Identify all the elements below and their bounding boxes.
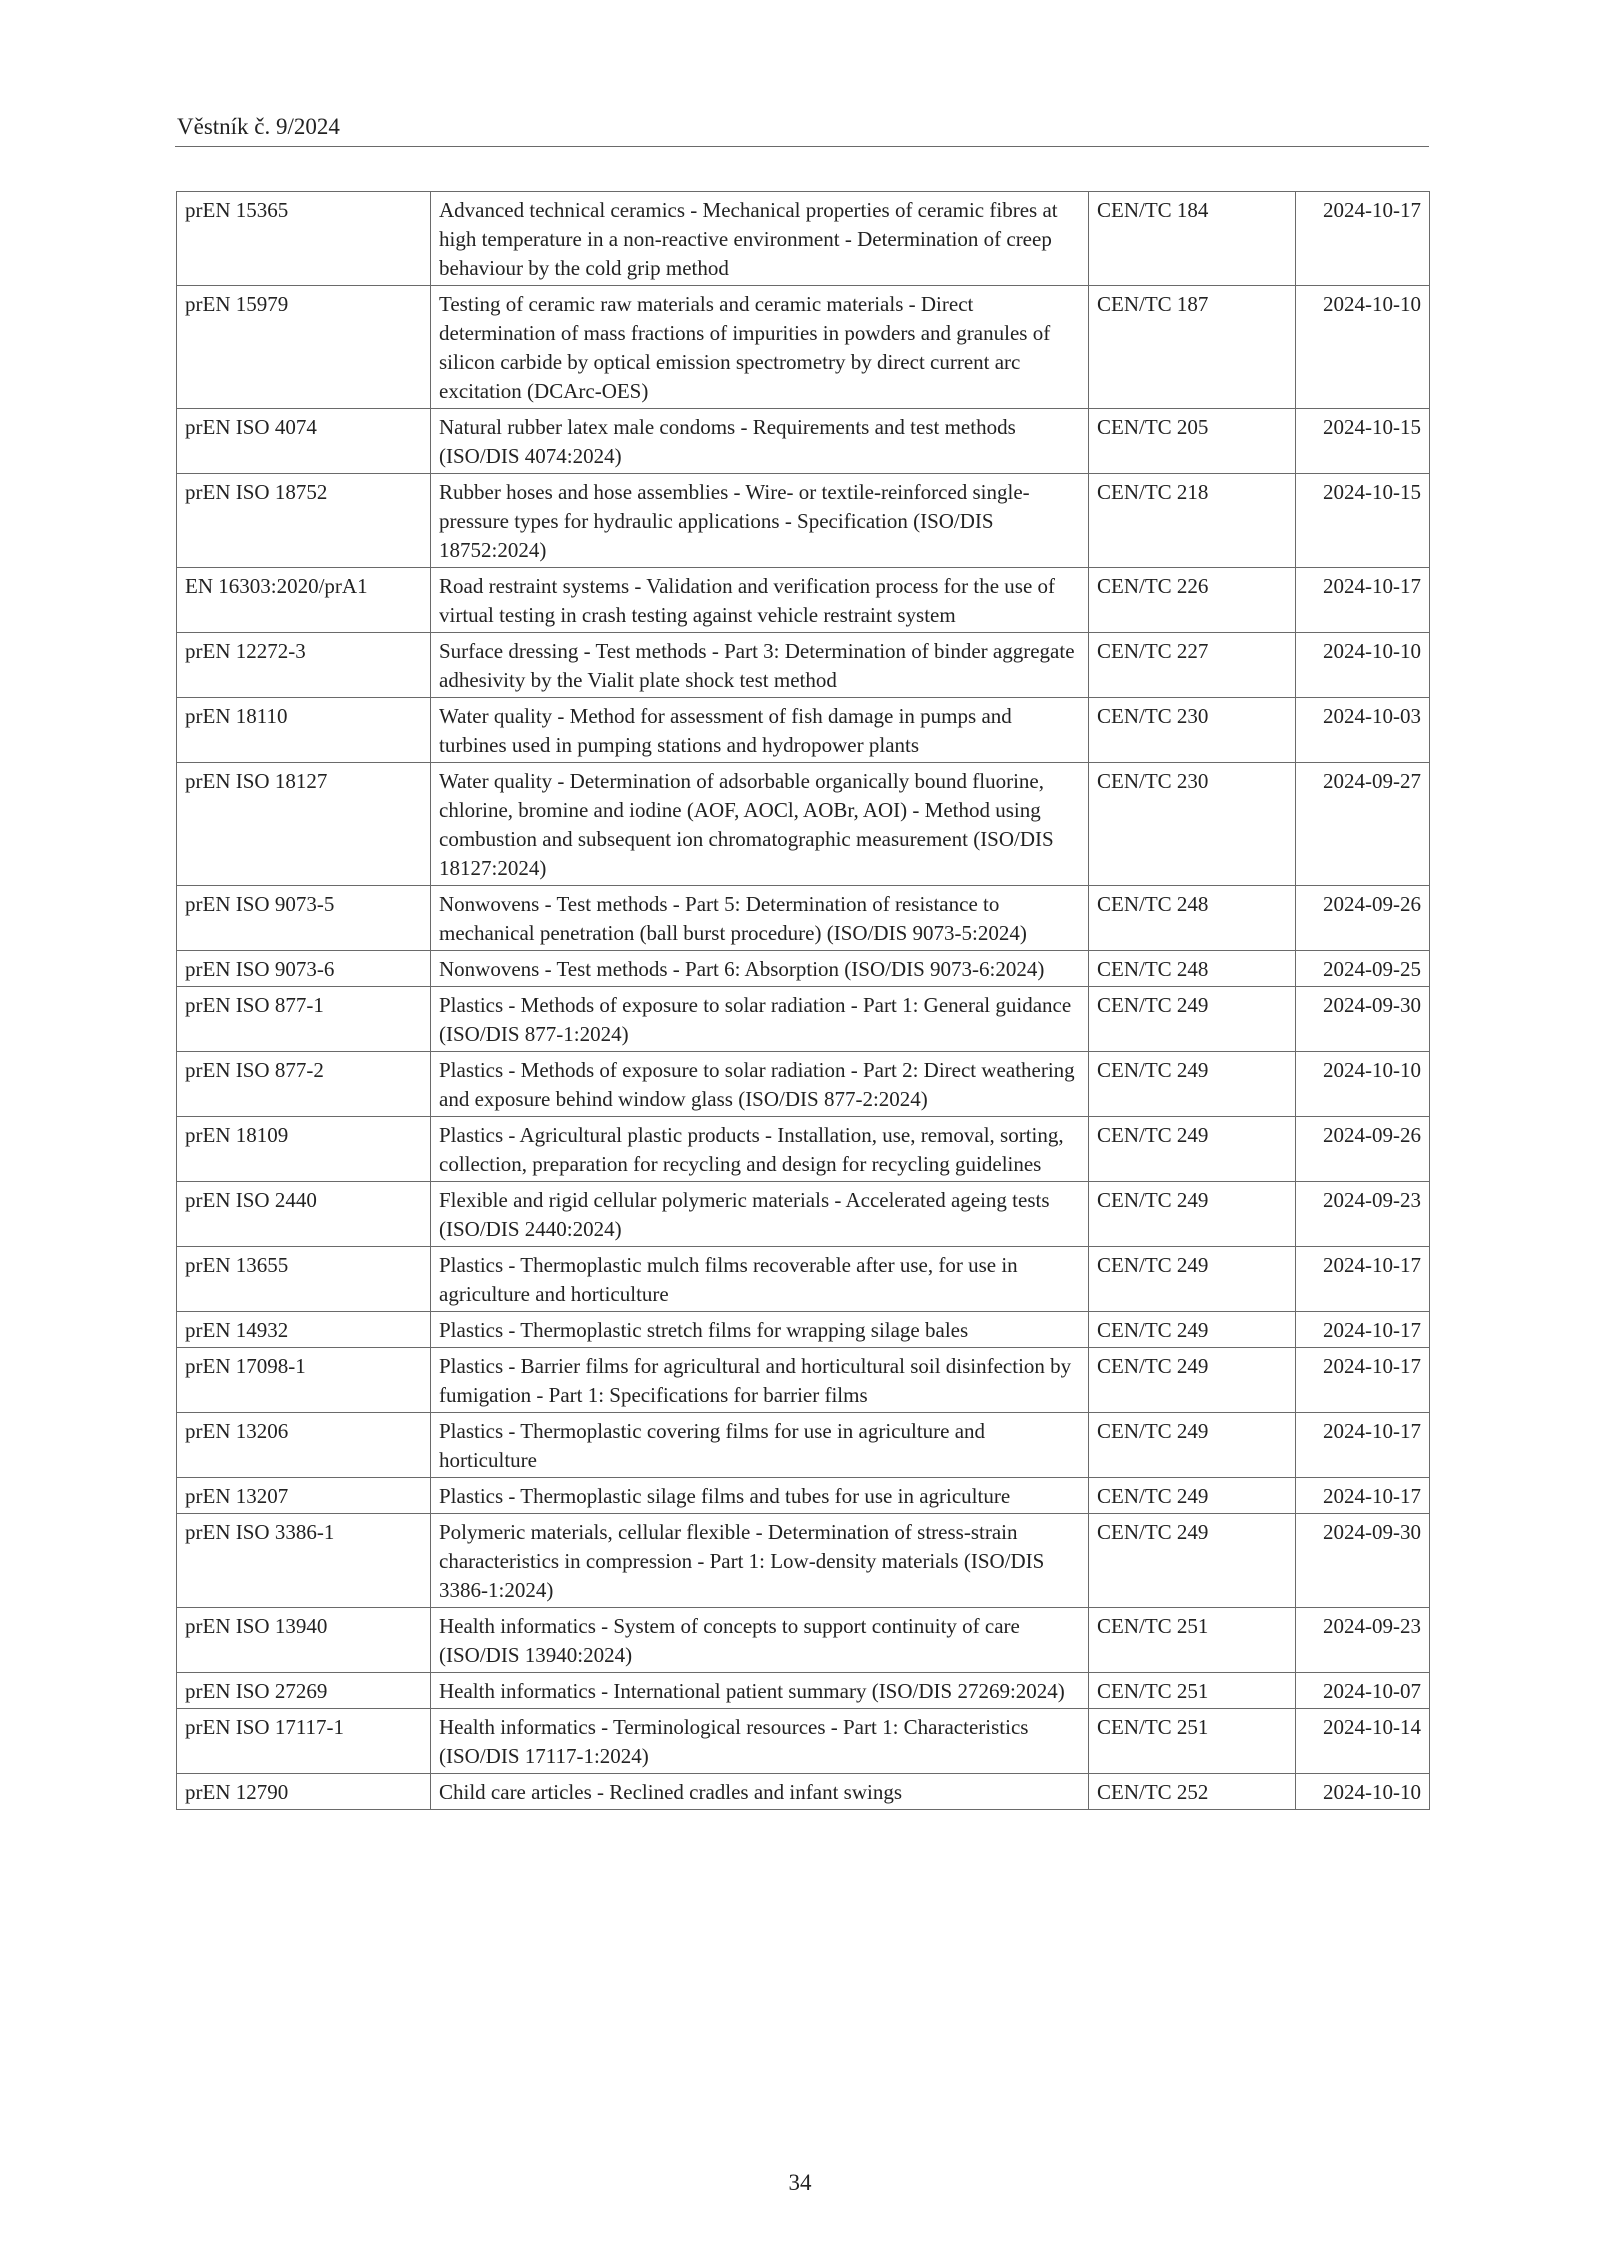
deadline-date-cell: 2024-09-30	[1296, 1514, 1430, 1608]
standard-title-cell: Flexible and rigid cellular polymeric materials - Accelerated ageing tests (ISO/DIS 2440:2024)	[431, 1182, 1089, 1247]
table-row	[177, 1052, 1430, 1117]
table-row	[177, 1348, 1430, 1413]
technical-committee-cell: CEN/TC 251	[1089, 1608, 1296, 1673]
deadline-date-cell: 2024-10-17	[1296, 1312, 1430, 1348]
standard-title-cell: Road restraint systems - Validation and verification process for the use of virtual testing in crash testing against vehicle restraint system	[431, 568, 1089, 633]
standard-title-cell: Health informatics - Terminological resources - Part 1: Characteristics (ISO/DIS 17117-1:2024)	[431, 1709, 1089, 1774]
standard-title-cell: Plastics - Thermoplastic stretch films for wrapping silage bales	[431, 1312, 1089, 1348]
table-row	[177, 1413, 1430, 1478]
standard-code-cell: prEN ISO 27269	[177, 1673, 431, 1709]
standard-title-cell: Water quality - Determination of adsorbable organically bound fluorine, chlorine, bromine and iodine (AOF, AOCl, AOBr, AOI) - Method using combustion and subsequent ion chromatographic measurement (ISO/DIS 18127:2024)	[431, 763, 1089, 886]
standard-title-cell: Water quality - Method for assessment of fish damage in pumps and turbines used in pumping stations and hydropower plants	[431, 698, 1089, 763]
deadline-date-cell: 2024-10-17	[1296, 1413, 1430, 1478]
deadline-date-cell: 2024-09-26	[1296, 1117, 1430, 1182]
technical-committee-cell: CEN/TC 249	[1089, 1312, 1296, 1348]
standard-code-cell: prEN 14932	[177, 1312, 431, 1348]
page-header	[175, 112, 1429, 147]
technical-committee-cell: CEN/TC 249	[1089, 987, 1296, 1052]
deadline-date-cell: 2024-10-10	[1296, 1052, 1430, 1117]
deadline-date-cell: 2024-10-15	[1296, 474, 1430, 568]
technical-committee-cell: CEN/TC 187	[1089, 286, 1296, 409]
table-row	[177, 474, 1430, 568]
technical-committee-cell: CEN/TC 205	[1089, 409, 1296, 474]
table-row	[177, 409, 1430, 474]
standard-title-cell: Plastics - Methods of exposure to solar radiation - Part 2: Direct weathering and exposure behind window glass (ISO/DIS 877-2:2024)	[431, 1052, 1089, 1117]
table-row	[177, 1673, 1430, 1709]
standard-title-cell: Plastics - Methods of exposure to solar radiation - Part 1: General guidance (ISO/DIS 877-1:2024)	[431, 987, 1089, 1052]
standard-title-cell: Plastics - Agricultural plastic products - Installation, use, removal, sorting, collection, preparation for recycling and design for recycling guidelines	[431, 1117, 1089, 1182]
technical-committee-cell: CEN/TC 249	[1089, 1117, 1296, 1182]
standard-code-cell: prEN ISO 2440	[177, 1182, 431, 1247]
table-row	[177, 1514, 1430, 1608]
technical-committee-cell: CEN/TC 230	[1089, 698, 1296, 763]
technical-committee-cell: CEN/TC 249	[1089, 1413, 1296, 1478]
standard-title-cell: Child care articles - Reclined cradles and infant swings	[431, 1774, 1089, 1810]
standard-title-cell: Polymeric materials, cellular flexible - Determination of stress-strain characteristics in compression - Part 1: Low-density materials (ISO/DIS 3386-1:2024)	[431, 1514, 1089, 1608]
standard-code-cell: prEN ISO 877-1	[177, 987, 431, 1052]
table-row	[177, 1247, 1430, 1312]
deadline-date-cell: 2024-10-03	[1296, 698, 1430, 763]
standard-title-cell: Plastics - Thermoplastic mulch films recoverable after use, for use in agriculture and horticulture	[431, 1247, 1089, 1312]
table-row	[177, 1117, 1430, 1182]
technical-committee-cell: CEN/TC 249	[1089, 1247, 1296, 1312]
standard-code-cell: prEN 13206	[177, 1413, 431, 1478]
standards-table-body	[177, 192, 1430, 1810]
table-row	[177, 192, 1430, 286]
deadline-date-cell: 2024-10-10	[1296, 633, 1430, 698]
standard-code-cell: prEN ISO 18127	[177, 763, 431, 886]
technical-committee-cell: CEN/TC 227	[1089, 633, 1296, 698]
table-row	[177, 698, 1430, 763]
table-row	[177, 1312, 1430, 1348]
deadline-date-cell: 2024-10-15	[1296, 409, 1430, 474]
technical-committee-cell: CEN/TC 252	[1089, 1774, 1296, 1810]
standard-code-cell: prEN 13207	[177, 1478, 431, 1514]
table-row	[177, 763, 1430, 886]
standard-title-cell: Plastics - Thermoplastic silage films and tubes for use in agriculture	[431, 1478, 1089, 1514]
deadline-date-cell: 2024-10-17	[1296, 1478, 1430, 1514]
standard-title-cell: Advanced technical ceramics - Mechanical properties of ceramic fibres at high temperature in a non-reactive environment - Determination of creep behaviour by the cold grip method	[431, 192, 1089, 286]
technical-committee-cell: CEN/TC 184	[1089, 192, 1296, 286]
standard-code-cell: prEN ISO 4074	[177, 409, 431, 474]
deadline-date-cell: 2024-10-17	[1296, 192, 1430, 286]
standard-code-cell: prEN ISO 9073-5	[177, 886, 431, 951]
deadline-date-cell: 2024-10-07	[1296, 1673, 1430, 1709]
technical-committee-cell: CEN/TC 249	[1089, 1182, 1296, 1247]
standard-title-cell: Plastics - Thermoplastic covering films for use in agriculture and horticulture	[431, 1413, 1089, 1478]
table-row	[177, 633, 1430, 698]
standard-code-cell: prEN ISO 3386-1	[177, 1514, 431, 1608]
standard-code-cell: prEN 12790	[177, 1774, 431, 1810]
standard-title-cell: Plastics - Barrier films for agricultural and horticultural soil disinfection by fumigation - Part 1: Specifications for barrier films	[431, 1348, 1089, 1413]
page-number: 34	[788, 2170, 812, 2195]
deadline-date-cell: 2024-09-25	[1296, 951, 1430, 987]
technical-committee-cell: CEN/TC 226	[1089, 568, 1296, 633]
technical-committee-cell: CEN/TC 230	[1089, 763, 1296, 886]
deadline-date-cell: 2024-10-10	[1296, 1774, 1430, 1810]
standard-code-cell: prEN 15365	[177, 192, 431, 286]
standard-title-cell: Nonwovens - Test methods - Part 5: Determination of resistance to mechanical penetration (ball burst procedure) (ISO/DIS 9073-5:2024)	[431, 886, 1089, 951]
technical-committee-cell: CEN/TC 249	[1089, 1348, 1296, 1413]
technical-committee-cell: CEN/TC 248	[1089, 951, 1296, 987]
table-row	[177, 1608, 1430, 1673]
technical-committee-cell: CEN/TC 251	[1089, 1673, 1296, 1709]
technical-committee-cell: CEN/TC 249	[1089, 1478, 1296, 1514]
standard-code-cell: prEN 15979	[177, 286, 431, 409]
standard-title-cell: Surface dressing - Test methods - Part 3: Determination of binder aggregate adhesivity by the Vialit plate shock test method	[431, 633, 1089, 698]
standard-code-cell: prEN 13655	[177, 1247, 431, 1312]
deadline-date-cell: 2024-09-23	[1296, 1182, 1430, 1247]
page-title: Věstník č. 9/2024	[177, 114, 340, 139]
table-row	[177, 1774, 1430, 1810]
standard-code-cell: prEN ISO 13940	[177, 1608, 431, 1673]
deadline-date-cell: 2024-09-26	[1296, 886, 1430, 951]
table-row	[177, 568, 1430, 633]
table-row	[177, 951, 1430, 987]
standard-code-cell: prEN 18109	[177, 1117, 431, 1182]
technical-committee-cell: CEN/TC 248	[1089, 886, 1296, 951]
technical-committee-cell: CEN/TC 251	[1089, 1709, 1296, 1774]
standard-code-cell: prEN ISO 9073-6	[177, 951, 431, 987]
standard-code-cell: prEN ISO 18752	[177, 474, 431, 568]
table-row	[177, 1709, 1430, 1774]
table-row	[177, 1478, 1430, 1514]
standard-title-cell: Natural rubber latex male condoms - Requirements and test methods (ISO/DIS 4074:2024)	[431, 409, 1089, 474]
standard-code-cell: prEN 17098-1	[177, 1348, 431, 1413]
technical-committee-cell: CEN/TC 249	[1089, 1052, 1296, 1117]
technical-committee-cell: CEN/TC 249	[1089, 1514, 1296, 1608]
standard-code-cell: prEN 12272-3	[177, 633, 431, 698]
technical-committee-cell: CEN/TC 218	[1089, 474, 1296, 568]
standard-title-cell: Testing of ceramic raw materials and ceramic materials - Direct determination of mass fractions of impurities in powders and granules of silicon carbide by optical emission spectrometry by direct current arc excitation (DCArc-OES)	[431, 286, 1089, 409]
standard-title-cell: Rubber hoses and hose assemblies - Wire- or textile-reinforced single-pressure types for hydraulic applications - Specification (ISO/DIS 18752:2024)	[431, 474, 1089, 568]
deadline-date-cell: 2024-09-27	[1296, 763, 1430, 886]
deadline-date-cell: 2024-10-17	[1296, 1348, 1430, 1413]
deadline-date-cell: 2024-10-17	[1296, 1247, 1430, 1312]
table-row	[177, 1182, 1430, 1247]
table-row	[177, 286, 1430, 409]
deadline-date-cell: 2024-09-23	[1296, 1608, 1430, 1673]
standard-title-cell: Nonwovens - Test methods - Part 6: Absorption (ISO/DIS 9073-6:2024)	[431, 951, 1089, 987]
standard-code-cell: prEN 18110	[177, 698, 431, 763]
deadline-date-cell: 2024-10-10	[1296, 286, 1430, 409]
standard-code-cell: EN 16303:2020/prA1	[177, 568, 431, 633]
table-row	[177, 987, 1430, 1052]
standard-code-cell: prEN ISO 17117-1	[177, 1709, 431, 1774]
deadline-date-cell: 2024-09-30	[1296, 987, 1430, 1052]
deadline-date-cell: 2024-10-17	[1296, 568, 1430, 633]
deadline-date-cell: 2024-10-14	[1296, 1709, 1430, 1774]
standard-title-cell: Health informatics - International patient summary (ISO/DIS 27269:2024)	[431, 1673, 1089, 1709]
table-row	[177, 886, 1430, 951]
standard-code-cell: prEN ISO 877-2	[177, 1052, 431, 1117]
standard-title-cell: Health informatics - System of concepts to support continuity of care (ISO/DIS 13940:2024)	[431, 1608, 1089, 1673]
standards-table	[176, 191, 1430, 1810]
